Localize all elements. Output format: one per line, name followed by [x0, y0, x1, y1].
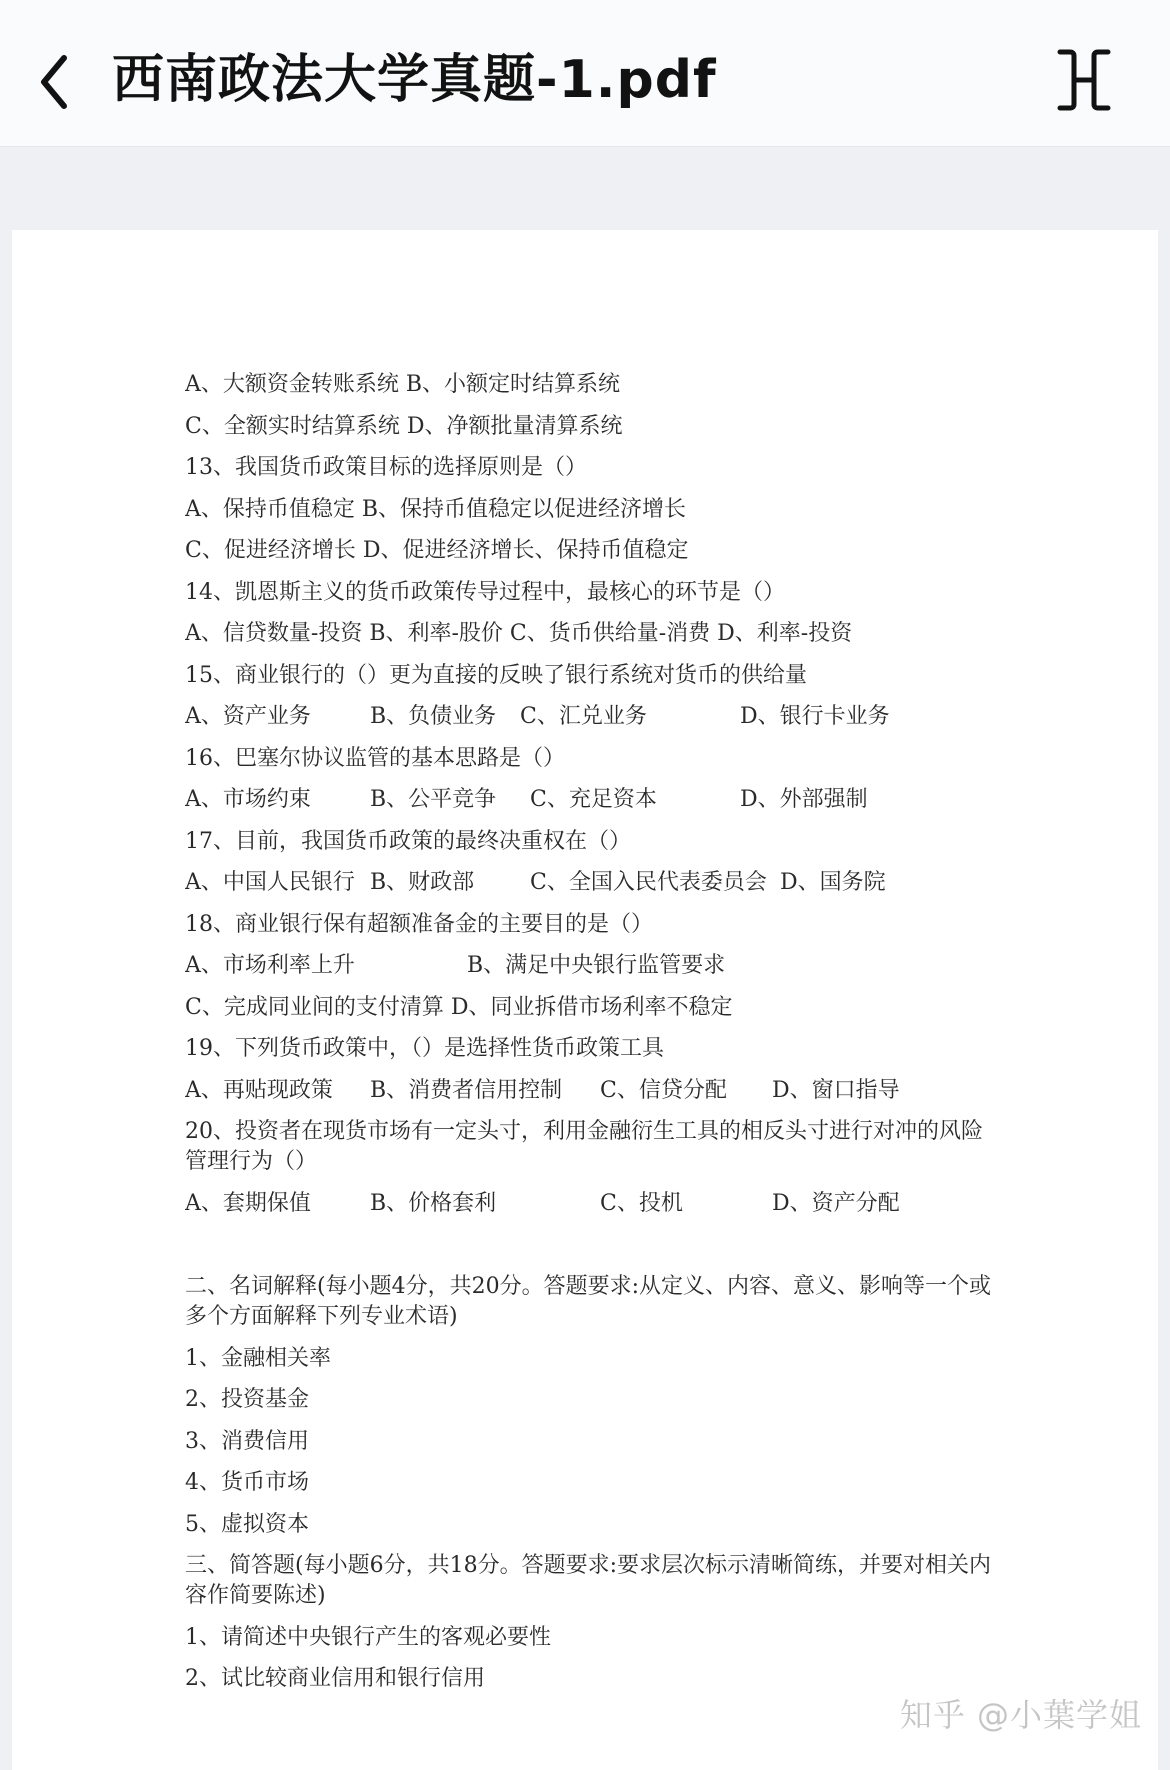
question-17: 17、目前，我国货币政策的最终决重权在（） [185, 828, 631, 854]
text-line: A、保持币值稳定 B、保持币值稳定以促进经济增长 [185, 496, 687, 522]
option: B、价格套利 [370, 1190, 497, 1216]
fit-width-button[interactable] [1052, 44, 1116, 116]
option: D、银行卡业务 [740, 704, 890, 729]
text-line: C、促进经济增长 D、促进经济增长、保持币值稳定 [185, 538, 689, 563]
q15-options [185, 702, 1000, 732]
watermark: 知乎 @小葉学姐 [899, 1696, 1142, 1734]
top-bar [0, 0, 1170, 146]
option: A、套期保值 [185, 1190, 311, 1216]
option: B、消费者信用控制 [370, 1077, 563, 1103]
short-answer-item: 2、试比较商业信用和银行信用 [185, 1666, 485, 1691]
q20-options [185, 1189, 1000, 1219]
question-19: 19、下列货币政策中，（）是选择性货币政策工具 [185, 1036, 664, 1061]
q18-options-ab [185, 951, 1000, 981]
option: C、充足资本 [530, 787, 657, 812]
term-item: 4、货币市场 [185, 1470, 309, 1495]
option: A、再贴现政策 [185, 1077, 333, 1103]
section-2-heading: 二、名词解释(每小题4分，共20分。答题要求:从定义、内容、意义、影响等一个或多个方面解释下列专业术语) [185, 1274, 991, 1329]
text-line: A、大额资金转账系统 B、小额定时结算系统 [185, 372, 621, 397]
fit-width-icon [1052, 44, 1116, 116]
term-item: 3、消费信用 [185, 1428, 309, 1454]
q18-options-cd: C、完成同业间的支付清算 D、同业拆借市场利率不稳定 [185, 994, 733, 1020]
q16-options [185, 785, 1000, 815]
section-3-heading: 三、简答题(每小题6分，共18分。答题要求:要求层次标示清晰简练，并要对相关内容作简要陈述) [185, 1553, 991, 1608]
question-15: 15、商业银行的（）更为直接的反映了银行系统对货币的供给量 [185, 662, 807, 688]
question-14: 14、凯恩斯主义的货币政策传导过程中，最核心的环节是（） [185, 579, 785, 605]
option: A、市场约束 [185, 787, 311, 812]
option: D、窗口指导 [772, 1077, 900, 1103]
q19-options [185, 1076, 1000, 1106]
page-content [185, 370, 1000, 1706]
option: B、公平竞争 [370, 787, 497, 812]
option: D、资产分配 [772, 1190, 900, 1216]
option: B、负债业务 [370, 704, 497, 729]
option: C、信贷分配 [600, 1077, 727, 1103]
question-20: 20、投资者在现货市场有一定头寸，利用金融衍生工具的相反头寸进行对冲的风险管理行为（） [185, 1119, 983, 1174]
text-line: A、信贷数量-投资 B、利率-股价 C、货币供给量-消费 D、利率-投资 [185, 621, 853, 646]
document-title: 西南政法大学真题-1.pdf [112, 50, 717, 110]
option: C、全国入民代表委员会 [530, 870, 767, 895]
option: D、外部强制 [740, 787, 868, 812]
option: C、汇兑业务 [520, 704, 647, 729]
text-line: C、全额实时结算系统 D、净额批量清算系统 [185, 413, 623, 439]
option: B、满足中央银行监管要求 [467, 953, 726, 978]
chevron-left-icon [34, 42, 98, 122]
option: A、中国人民银行 [185, 870, 355, 895]
short-answer-item: 1、请简述中央银行产生的客观必要性 [185, 1624, 551, 1650]
option: B、财政部 [370, 870, 475, 895]
q17-options [185, 868, 1000, 898]
option: A、市场利率上升 [185, 953, 355, 978]
option: A、资产业务 [185, 704, 311, 729]
question-18: 18、商业银行保有超额准备金的主要目的是（） [185, 911, 653, 937]
term-item: 2、投资基金 [185, 1387, 309, 1412]
term-item: 1、金融相关率 [185, 1345, 331, 1371]
option: D、国务院 [780, 870, 886, 895]
spacer [185, 1230, 1000, 1272]
question-13: 13、我国货币政策目标的选择原则是（） [185, 455, 587, 480]
term-item: 5、虚拟资本 [185, 1511, 309, 1537]
back-button[interactable] [34, 42, 98, 122]
question-16: 16、巴塞尔协议监管的基本思路是（） [185, 745, 565, 771]
option: C、投机 [600, 1190, 683, 1216]
